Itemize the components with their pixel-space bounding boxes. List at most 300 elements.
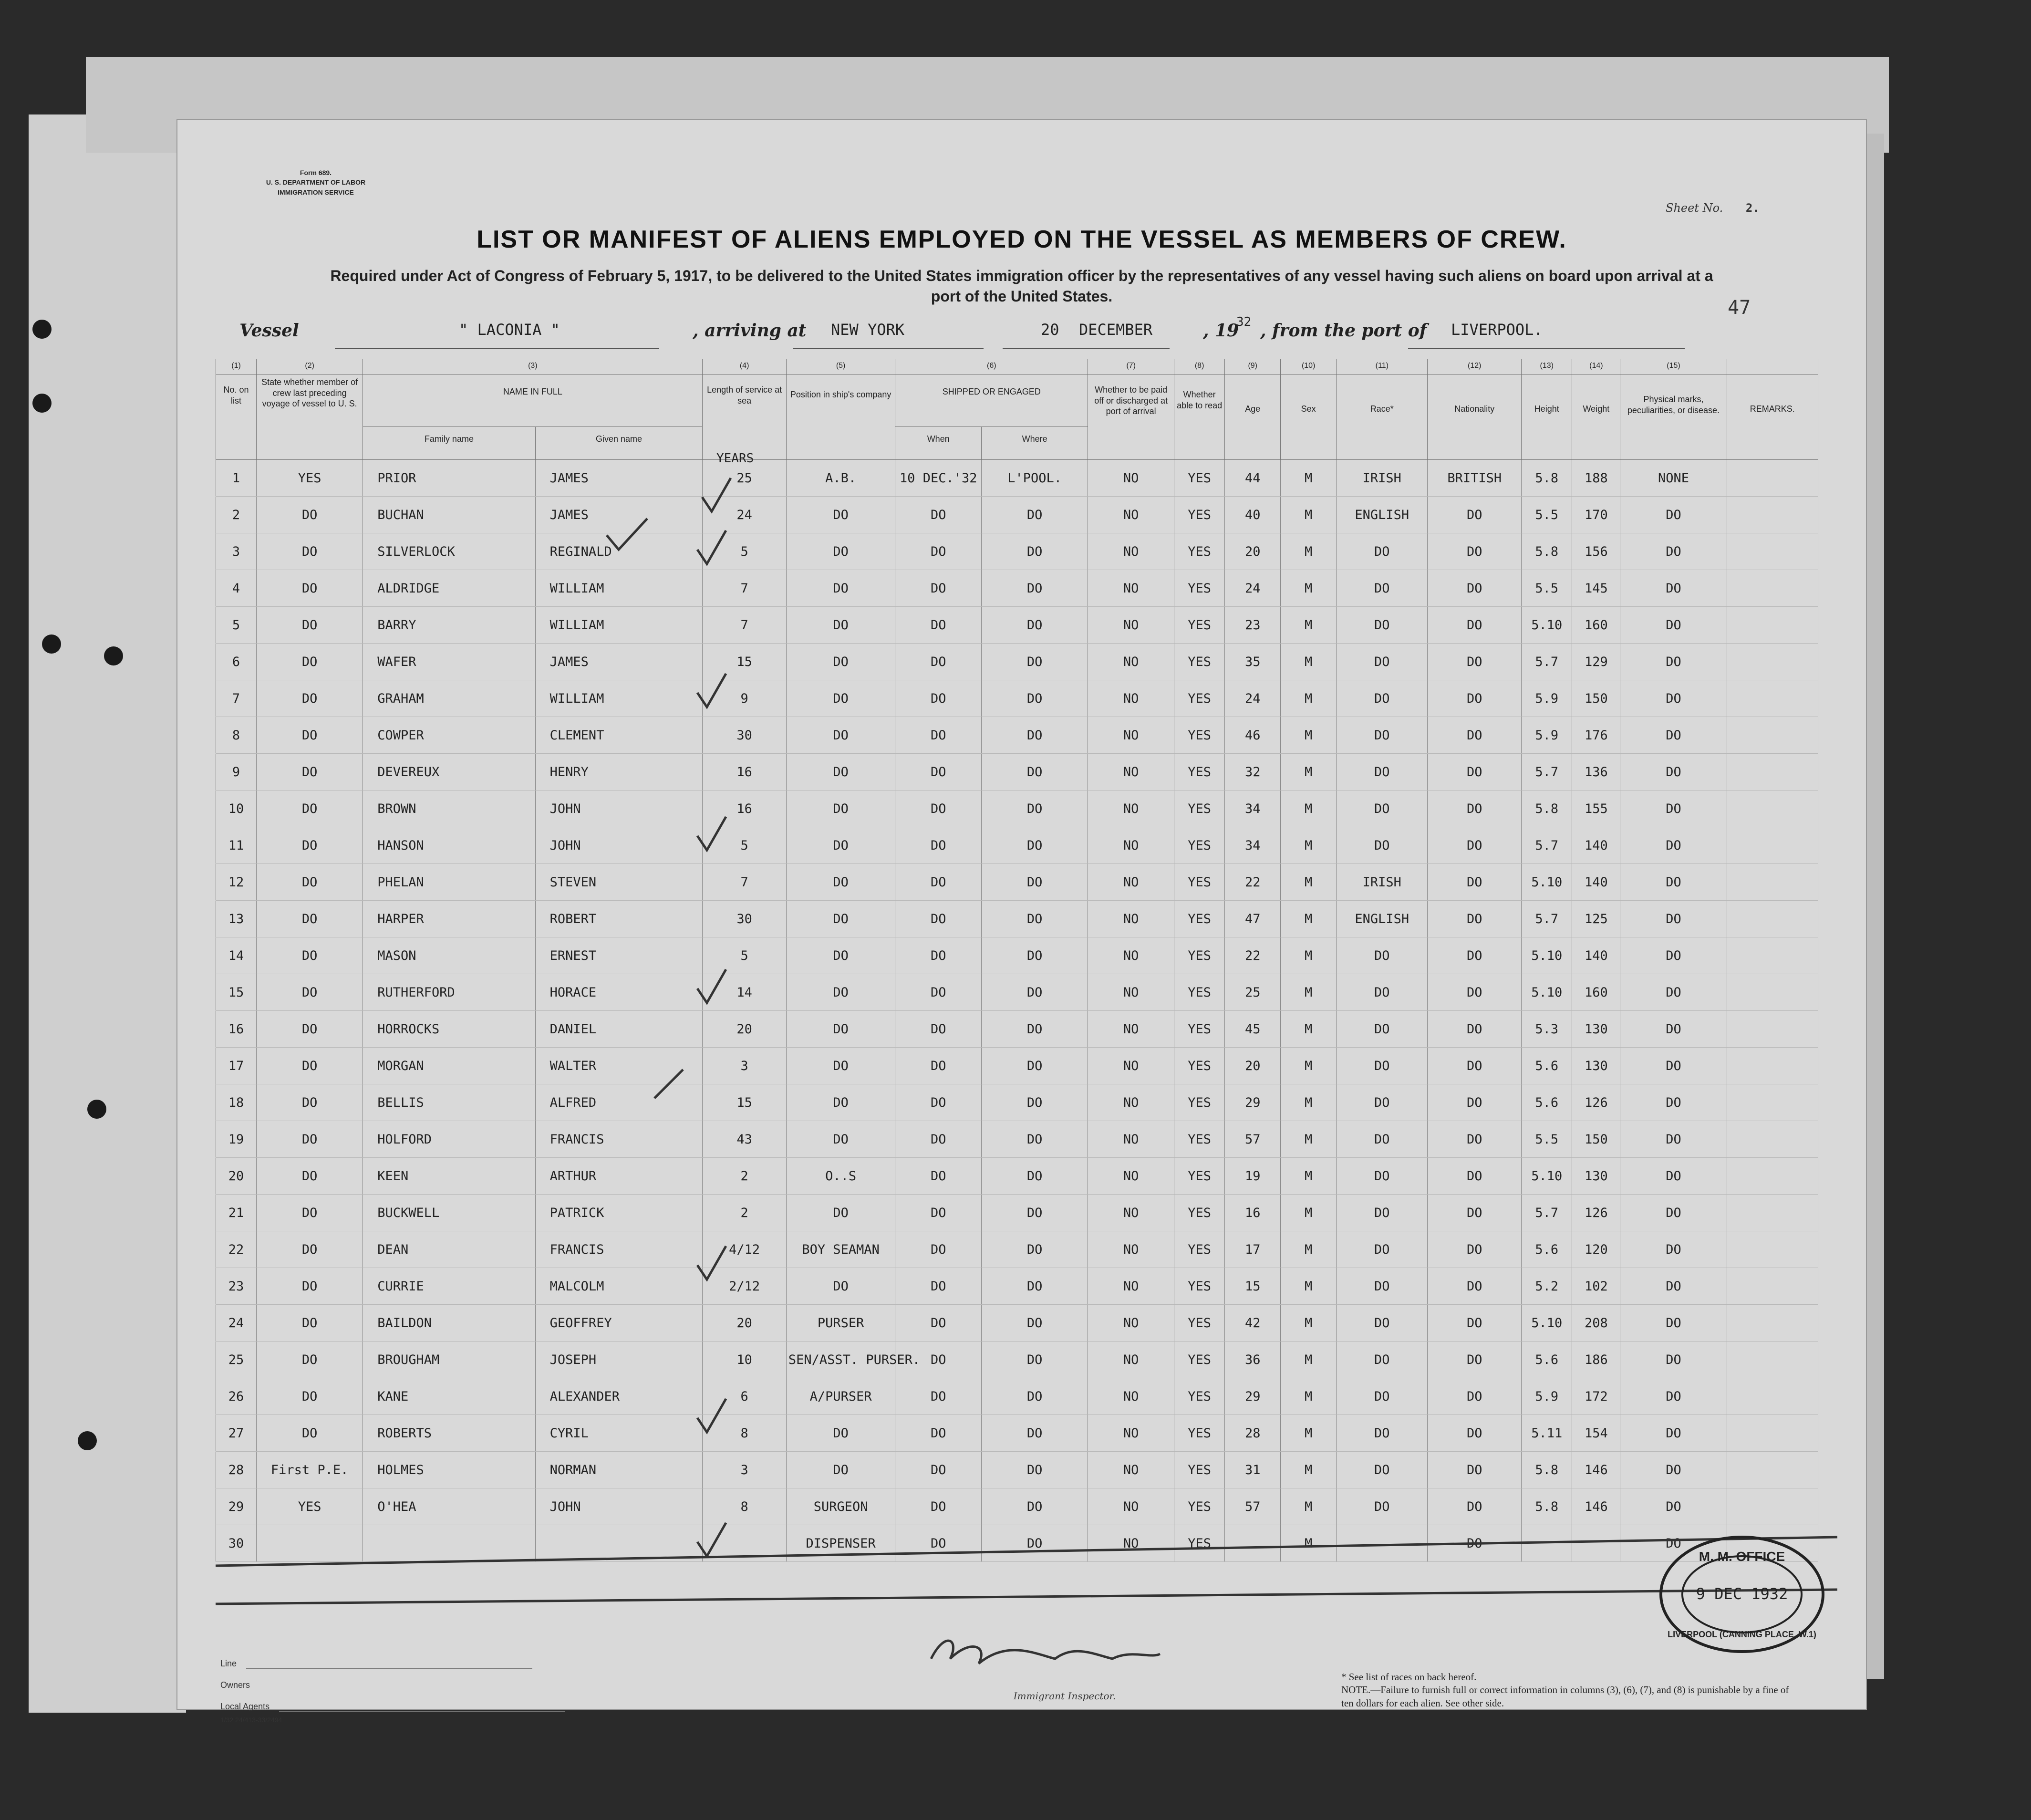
back-sheet-left [29, 114, 186, 1713]
table-cell: YES [257, 1488, 363, 1525]
table-cell: YES [1174, 1452, 1224, 1488]
table-cell: 29 [216, 1488, 257, 1525]
table-cell: DO [1428, 1488, 1522, 1525]
strike-line [216, 1537, 1837, 1566]
table-cell: DO [257, 680, 363, 717]
table-cell: 2 [216, 497, 257, 533]
table-cell: 16 [1225, 1195, 1281, 1231]
table-cell: RUTHERFORD [363, 974, 535, 1011]
table-cell: 9 [216, 754, 257, 790]
table-cell: NO [1088, 570, 1174, 607]
table-cell: HANSON [363, 827, 535, 864]
manifest-page [176, 119, 1867, 1724]
table-cell: 5.11 [1522, 1415, 1572, 1452]
table-cell: 30 [703, 717, 786, 754]
table-cell: DO [1428, 607, 1522, 644]
table-cell: 10 [703, 1342, 786, 1378]
table-cell: DO [895, 1231, 982, 1268]
table-cell: DO [257, 1378, 363, 1415]
col-num-9: (9) [1225, 359, 1281, 375]
table-cell: IRISH [1337, 864, 1428, 901]
table-cell: BUCKWELL [363, 1195, 535, 1231]
table-cell: DO [786, 1268, 895, 1305]
table-cell: ALEXANDER [535, 1378, 703, 1415]
table-cell: JOHN [535, 827, 703, 864]
table-cell: M [1281, 754, 1337, 790]
table-cell: 140 [1572, 864, 1620, 901]
table-cell: 130 [1572, 1048, 1620, 1084]
table-cell: DO [257, 754, 363, 790]
col-num-11: (11) [1337, 359, 1428, 375]
table-cell: DO [786, 1084, 895, 1121]
inspector-label: Immigrant Inspector. [912, 1690, 1217, 1702]
table-cell: 23 [1225, 607, 1281, 644]
table-cell: YES [1174, 1268, 1224, 1305]
table-cell: NO [1088, 607, 1174, 644]
table-cell: DO [895, 1048, 982, 1084]
table-cell: 150 [1572, 680, 1620, 717]
table-cell: DO [1428, 1158, 1522, 1195]
table-cell: DO [895, 754, 982, 790]
table-cell: DO [257, 1231, 363, 1268]
header-marks: Physical marks, peculiarities, or disease. [1620, 375, 1727, 460]
table-cell: YES [1174, 827, 1224, 864]
table-cell: GRAHAM [363, 680, 535, 717]
from-label: , from the port of [1260, 321, 1427, 341]
table-cell: 6 [703, 1378, 786, 1415]
col-num-10: (10) [1281, 359, 1337, 375]
punch-hole [78, 1431, 97, 1450]
table-cell: DO [786, 1121, 895, 1158]
header-nationality: Nationality [1428, 375, 1522, 460]
table-cell: DO [1620, 754, 1727, 790]
table-cell: DO [1337, 1121, 1428, 1158]
col-num-14: (14) [1572, 359, 1620, 375]
table-cell: DO [1337, 974, 1428, 1011]
table-cell: DO [1337, 1048, 1428, 1084]
vessel-label: Vessel [239, 321, 299, 341]
table-cell: 5.2 [1522, 1268, 1572, 1305]
table-cell: YES [1174, 680, 1224, 717]
table-cell: YES [1174, 901, 1224, 937]
table-cell: DO [1428, 790, 1522, 827]
table-cell: 2/12 [703, 1268, 786, 1305]
table-cell: NO [1088, 460, 1174, 497]
table-cell: 5.8 [1522, 460, 1572, 497]
table-cell: DO [982, 1342, 1088, 1378]
table-cell: DO [786, 644, 895, 680]
table-cell: FRANCIS [535, 1121, 703, 1158]
col-num-3: (3) [363, 359, 703, 375]
table-cell: DO [1620, 533, 1727, 570]
table-cell: DO [1620, 1048, 1727, 1084]
table-cell: 25 [703, 460, 786, 497]
table-cell: NO [1088, 827, 1174, 864]
table-cell: DO [1428, 1195, 1522, 1231]
table-cell: DO [1428, 644, 1522, 680]
table-cell: 24 [216, 1305, 257, 1342]
table-cell: JOHN [535, 1488, 703, 1525]
table-cell: DO [1337, 937, 1428, 974]
table-cell: NO [1088, 1231, 1174, 1268]
table-cell: 20 [216, 1158, 257, 1195]
check-mark [697, 817, 726, 850]
table-cell: DO [982, 754, 1088, 790]
table-cell: 20 [1225, 1048, 1281, 1084]
table-cell: DO [257, 533, 363, 570]
table-cell: 44 [1225, 460, 1281, 497]
years-unit-label: YEARS [716, 451, 754, 466]
table-cell: DO [895, 1121, 982, 1158]
table-cell: NORMAN [535, 1452, 703, 1488]
table-cell: 208 [1572, 1305, 1620, 1342]
table-cell: 5.6 [1522, 1231, 1572, 1268]
table-cell: 16 [216, 1011, 257, 1048]
table-cell: 31 [1225, 1452, 1281, 1488]
table-cell: DO [1620, 680, 1727, 717]
table-cell: NO [1088, 1121, 1174, 1158]
table-cell: DO [257, 1268, 363, 1305]
table-cell: 130 [1572, 1011, 1620, 1048]
table-cell: DO [982, 827, 1088, 864]
table-cell: DO [895, 497, 982, 533]
table-cell: DO [1620, 1231, 1727, 1268]
check-mark [697, 1523, 726, 1556]
table-cell: DO [257, 1158, 363, 1195]
table-cell: M [1281, 1525, 1337, 1562]
table-cell: YES [1174, 1158, 1224, 1195]
table-cell: DO [257, 827, 363, 864]
table-cell: 102 [1572, 1268, 1620, 1305]
table-cell: M [1281, 937, 1337, 974]
footnote-race: * See list of races on back hereof. [1341, 1671, 1477, 1683]
form-department: U. S. DEPARTMENT OF LABOR [266, 178, 366, 187]
table-cell: 125 [1572, 901, 1620, 937]
table-cell: M [1281, 1231, 1337, 1268]
table-cell: DO [982, 533, 1088, 570]
table-cell: 136 [1572, 754, 1620, 790]
footnote-fine: NOTE.—Failure to furnish full or correct information in columns (3), (6), (7), and (8) is punishable by a fine of ten dollars for each alien. See other side. [1341, 1684, 1789, 1709]
table-cell: 9 [703, 680, 786, 717]
table-cell: DANIEL [535, 1011, 703, 1048]
table-cell: DO [895, 1415, 982, 1452]
table-cell: 25 [1225, 974, 1281, 1011]
table-cell: DO [786, 680, 895, 717]
table-cell: DO [895, 1342, 982, 1378]
table-cell: M [1281, 1342, 1337, 1378]
table-cell: A.B. [786, 460, 895, 497]
table-cell: DO [786, 974, 895, 1011]
table-cell: YES [1174, 1048, 1224, 1084]
table-cell: DO [1620, 1084, 1727, 1121]
table-cell: DO [1428, 974, 1522, 1011]
table-cell: 146 [1572, 1488, 1620, 1525]
table-cell: M [1281, 717, 1337, 754]
table-cell: 28 [216, 1452, 257, 1488]
table-cell: DO [1620, 974, 1727, 1011]
table-cell: 150 [1572, 1121, 1620, 1158]
table-cell: NO [1088, 974, 1174, 1011]
table-cell: 34 [1225, 790, 1281, 827]
table-cell: JAMES [535, 497, 703, 533]
table-cell: 126 [1572, 1195, 1620, 1231]
table-cell: DO [895, 644, 982, 680]
table-cell: 4/12 [703, 1231, 786, 1268]
table-cell: 47 [1225, 901, 1281, 937]
table-cell: ARTHUR [535, 1158, 703, 1195]
table-cell: 17 [216, 1048, 257, 1084]
table-cell: ALFRED [535, 1084, 703, 1121]
table-cell: 25 [216, 1342, 257, 1378]
table-cell: DO [257, 1415, 363, 1452]
table-cell: DO [1428, 1378, 1522, 1415]
table-cell: DO [1428, 680, 1522, 717]
table-cell: 15 [216, 974, 257, 1011]
table-cell: 32 [1225, 754, 1281, 790]
table-cell: CYRIL [535, 1415, 703, 1452]
form-service: IMMIGRATION SERVICE [278, 188, 354, 196]
table-cell: DO [895, 1195, 982, 1231]
table-cell: 22 [1225, 937, 1281, 974]
table-cell: DO [1620, 827, 1727, 864]
agents-field [279, 1711, 565, 1712]
table-cell: DO [1620, 607, 1727, 644]
table-cell: DO [1428, 864, 1522, 901]
table-cell: DO [1428, 497, 1522, 533]
table-cell: DO [786, 827, 895, 864]
check-marks [607, 478, 731, 1556]
table-cell: 24 [1225, 680, 1281, 717]
table-cell: SILVERLOCK [363, 533, 535, 570]
table-cell: DO [895, 533, 982, 570]
table-cell: 8 [703, 1415, 786, 1452]
table-cell: NO [1088, 1084, 1174, 1121]
col-num-1: (1) [216, 359, 257, 375]
header-remarks: REMARKS. [1727, 375, 1818, 460]
table-cell: NO [1088, 1305, 1174, 1342]
table-cell: 10 [216, 790, 257, 827]
table-cell: CURRIE [363, 1268, 535, 1305]
table-cell: YES [1174, 1231, 1224, 1268]
arrival-year: 32 [1236, 315, 1252, 329]
table-cell: DO [257, 790, 363, 827]
table-cell: 35 [1225, 644, 1281, 680]
table-cell: 3 [703, 1048, 786, 1084]
header-race: Race* [1337, 375, 1428, 460]
table-cell: DO [1337, 1268, 1428, 1305]
table-cell: 5.8 [1522, 1488, 1572, 1525]
table-cell: 24 [1225, 570, 1281, 607]
table-cell: DO [982, 974, 1088, 1011]
page-title: LIST OR MANIFEST OF ALIENS EMPLOYED ON THE VESSEL AS MEMBERS OF CREW. [477, 226, 1567, 253]
table-cell: 5 [216, 607, 257, 644]
table-cell: DO [982, 1525, 1088, 1562]
table-cell: DO [1620, 1011, 1727, 1048]
table-cell: DO [1337, 644, 1428, 680]
table-cell: HOLMES [363, 1452, 535, 1488]
table-cell: DO [895, 790, 982, 827]
table-cell: DO [257, 1121, 363, 1158]
table-cell: DO [895, 1525, 982, 1562]
table-cell: 22 [216, 1231, 257, 1268]
check-mark [697, 1399, 726, 1432]
table-cell: DEVEREUX [363, 754, 535, 790]
table-cell: 5.6 [1522, 1048, 1572, 1084]
table-cell: DO [786, 1048, 895, 1084]
table-cell: DO [257, 1048, 363, 1084]
table-cell: 5.10 [1522, 937, 1572, 974]
table-cell: DO [982, 1158, 1088, 1195]
table-cell: 186 [1572, 1342, 1620, 1378]
table-cell: O'HEA [363, 1488, 535, 1525]
table-cell: YES [1174, 570, 1224, 607]
table-cell: DO [1428, 1084, 1522, 1121]
table-cell: 7 [703, 570, 786, 607]
table-cell: WILLIAM [535, 570, 703, 607]
table-cell: BROUGHAM [363, 1342, 535, 1378]
table-cell: BRITISH [1428, 460, 1522, 497]
table-cell: M [1281, 827, 1337, 864]
table-cell: 5.3 [1522, 1011, 1572, 1048]
table-cell: WILLIAM [535, 607, 703, 644]
table-cell: YES [1174, 1525, 1224, 1562]
table-cell: NO [1088, 790, 1174, 827]
table-cell: DO [982, 1305, 1088, 1342]
table-cell: 7 [216, 680, 257, 717]
inspector-signature [931, 1641, 1160, 1664]
table-cell: M [1281, 864, 1337, 901]
table-cell: 36 [1225, 1342, 1281, 1378]
col-num-4: (4) [703, 359, 786, 375]
table-cell: DO [1620, 1525, 1727, 1562]
table-cell: 23 [216, 1268, 257, 1305]
table-cell: 18 [216, 1084, 257, 1121]
header-position: Position in ship's company [786, 375, 895, 460]
header-where: Where [982, 427, 1088, 460]
table-cell: DO [1620, 570, 1727, 607]
table-cell: COWPER [363, 717, 535, 754]
table-cell: DO [982, 1231, 1088, 1268]
header-family: Family name [363, 427, 535, 460]
table-cell: DO [895, 680, 982, 717]
table-cell: ROBERTS [363, 1415, 535, 1452]
table-cell: DO [1428, 533, 1522, 570]
arrival-day: 20 [1041, 321, 1059, 339]
header-shipped: SHIPPED OR ENGAGED [895, 375, 1088, 427]
table-cell: 6 [216, 644, 257, 680]
table-cell: DO [982, 1121, 1088, 1158]
table-cell: NO [1088, 1011, 1174, 1048]
table-cell: ERNEST [535, 937, 703, 974]
table-cell: DO [257, 1195, 363, 1231]
table-cell: JOHN [535, 790, 703, 827]
table-cell: DO [1337, 1415, 1428, 1452]
table-cell: YES [1174, 1084, 1224, 1121]
table-cell: DO [786, 1415, 895, 1452]
table-cell: M [1281, 1452, 1337, 1488]
table-cell: 14 [216, 937, 257, 974]
table-cell: DO [982, 937, 1088, 974]
table-cell: NONE [1620, 460, 1727, 497]
table-cell: M [1281, 1415, 1337, 1452]
table-cell: 16 [703, 790, 786, 827]
table-cell: DISPENSER [786, 1525, 895, 1562]
table-cell: 5.5 [1522, 570, 1572, 607]
table-cell: DO [786, 901, 895, 937]
table-cell: DO [895, 1305, 982, 1342]
table-cell: DO [895, 717, 982, 754]
table-cell: DO [257, 974, 363, 1011]
table-cell: DO [1620, 937, 1727, 974]
table-cell: DO [895, 1084, 982, 1121]
table-cell: YES [1174, 644, 1224, 680]
table-cell: M [1281, 1011, 1337, 1048]
table-cell: 155 [1572, 790, 1620, 827]
table-cell: DO [982, 717, 1088, 754]
table-cell: 24 [703, 497, 786, 533]
table-cell: DO [257, 864, 363, 901]
table-cell: DO [1337, 790, 1428, 827]
header-height: Height [1522, 375, 1572, 460]
table-cell: DO [1337, 1488, 1428, 1525]
table-cell: DO [1620, 1488, 1727, 1525]
table-cell: 7 [703, 864, 786, 901]
table-cell: 5.9 [1522, 680, 1572, 717]
table-cell: NO [1088, 717, 1174, 754]
table-cell: M [1281, 974, 1337, 1011]
table-cell: 26 [216, 1378, 257, 1415]
table-cell: MORGAN [363, 1048, 535, 1084]
header-when: When [895, 427, 982, 460]
table-cell: BUCHAN [363, 497, 535, 533]
table-cell: NO [1088, 497, 1174, 533]
table-cell: DO [786, 1452, 895, 1488]
table-cell: 40 [1225, 497, 1281, 533]
table-cell: M [1281, 1268, 1337, 1305]
table-cell: BROWN [363, 790, 535, 827]
table-cell: 29 [1225, 1378, 1281, 1415]
table-cell: DO [982, 901, 1088, 937]
table-cell: M [1281, 1305, 1337, 1342]
table-cell: DO [1428, 901, 1522, 937]
table-cell: YES [1174, 1011, 1224, 1048]
table-cell: ENGLISH [1337, 497, 1428, 533]
table-cell: 21 [216, 1195, 257, 1231]
table-cell: DO [786, 717, 895, 754]
punch-hole [104, 646, 123, 666]
table-cell: DO [982, 1048, 1088, 1084]
table-cell: DO [982, 497, 1088, 533]
punch-hole [87, 1100, 106, 1119]
table-cell: First P.E. [257, 1452, 363, 1488]
header-paid: Whether to be paid off or discharged at port of arrival [1088, 375, 1174, 460]
table-cell: 3 [216, 533, 257, 570]
table-cell: DO [982, 644, 1088, 680]
table-cell: NO [1088, 754, 1174, 790]
table-cell: DO [982, 607, 1088, 644]
table-cell: DO [982, 864, 1088, 901]
table-cell: 43 [703, 1121, 786, 1158]
check-mark [702, 478, 731, 511]
table-cell: JOSEPH [535, 1342, 703, 1378]
table-cell: DO [982, 1415, 1088, 1452]
table-cell: DO [895, 1488, 982, 1525]
table-cell: 20 [703, 1011, 786, 1048]
table-cell: WAFER [363, 644, 535, 680]
header-age: Age [1225, 375, 1281, 460]
sheet-label: Sheet No. [1666, 201, 1723, 215]
header-sex: Sex [1281, 375, 1337, 460]
